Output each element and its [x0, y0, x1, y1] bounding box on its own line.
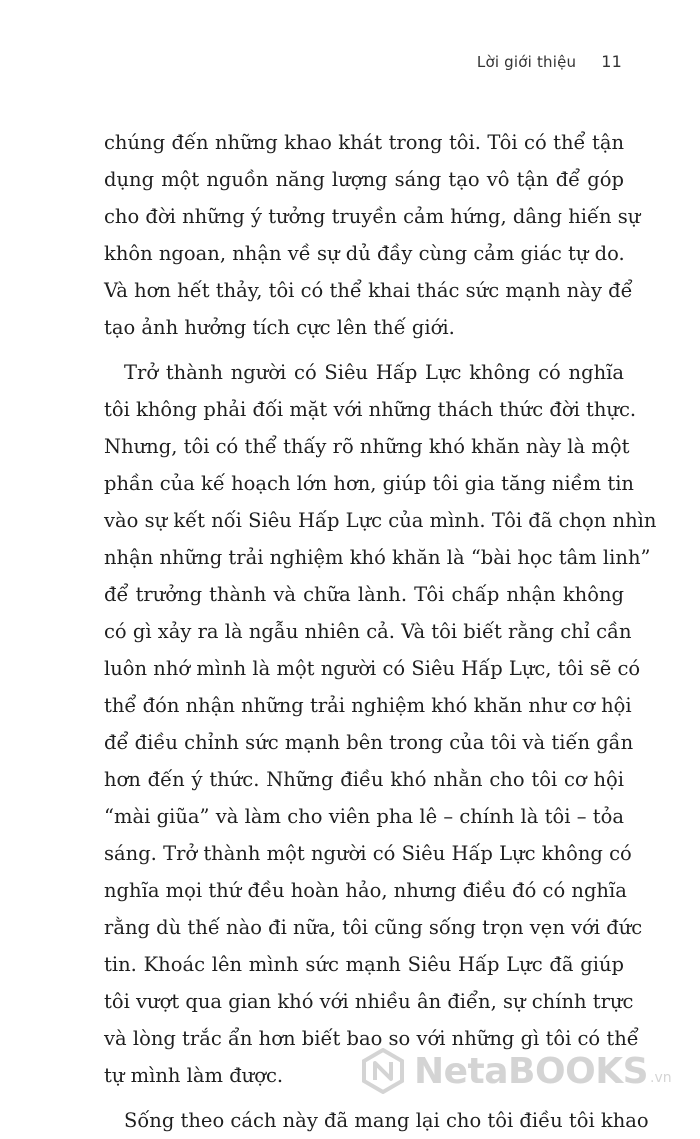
running-header — [477, 52, 622, 71]
body-text — [104, 124, 657, 1139]
paragraph — [104, 354, 657, 1094]
text-line: để trưởng thành và chữa lành. Tôi chấp nhận không — [104, 583, 624, 606]
page-number: 11 — [601, 52, 622, 71]
text-line: Sống theo cách này đã mang lại cho tôi điều tôi khao — [124, 1109, 649, 1132]
text-line: tự mình làm được. — [104, 1064, 284, 1087]
text-line: thể đón nhận những trải nghiệm khó khăn như cơ hội — [104, 694, 632, 717]
text-line: sáng. Trở thành một người có Siêu Hấp Lực không có — [104, 842, 632, 865]
text-line: có gì xảy ra là ngẫu nhiên cả. Và tôi biết rằng chỉ cần — [104, 620, 632, 643]
text-line: và lòng trắc ẩn hơn biết bao so với những gì tôi có thể — [104, 1027, 639, 1050]
text-line: tôi không phải đối mặt với những thách thức đời thực. — [104, 398, 637, 421]
text-line: vào sự kết nối Siêu Hấp Lực của mình. Tôi đã chọn nhìn — [104, 509, 657, 532]
netabooks-logo-icon — [360, 1048, 406, 1094]
text-line: khôn ngoan, nhận về sự dủ đầy cùng cảm giác tự do. — [104, 242, 625, 265]
text-line: phần của kế hoạch lớn hơn, giúp tôi gia tăng niềm tin — [104, 472, 634, 495]
paragraph — [104, 124, 641, 346]
text-line: chúng đến những khao khát trong tôi. Tôi có thể tận — [104, 131, 624, 154]
text-line: Trở thành người có Siêu Hấp Lực không có nghĩa — [124, 361, 624, 384]
text-line: Và hơn hết thảy, tôi có thể khai thác sức mạnh này để — [104, 279, 633, 302]
text-line: luôn nhớ mình là một người có Siêu Hấp Lực, tôi sẽ có — [104, 657, 641, 680]
watermark-brand: NetaBOOKS — [414, 1050, 649, 1092]
text-line: “mài giũa” và làm cho viên pha lê – chính là tôi – tỏa — [104, 805, 624, 828]
text-line: tôi vượt qua gian khó với nhiều ân điển, sự chính trực — [104, 990, 634, 1013]
watermark — [360, 1048, 672, 1094]
text-line: rằng dù thế nào đi nữa, tôi cũng sống trọn vẹn với đức — [104, 916, 643, 939]
text-line: nhận những trải nghiệm khó khăn là “bài học tâm linh” — [104, 546, 651, 569]
watermark-suffix: .vn — [650, 1070, 672, 1086]
text-line: cho đời những ý tưởng truyền cảm hứng, dâng hiến sự — [104, 205, 641, 228]
paragraph — [104, 1102, 649, 1139]
text-line: nghĩa mọi thứ đều hoàn hảo, nhưng điều đó có nghĩa — [104, 879, 627, 902]
text-line: tạo ảnh hưởng tích cực lên thế giới. — [104, 316, 455, 339]
text-line: để điều chỉnh sức mạnh bên trong của tôi và tiến gần — [104, 731, 634, 754]
chapter-title: Lời giới thiệu — [476, 53, 577, 71]
text-line: hơn đến ý thức. Những điều khó nhằn cho tôi cơ hội — [104, 768, 624, 791]
text-line: tin. Khoác lên mình sức mạnh Siêu Hấp Lực đã giúp — [104, 953, 624, 976]
text-line: dụng một nguồn năng lượng sáng tạo vô tận để góp — [104, 168, 624, 191]
text-line: Nhưng, tôi có thể thấy rõ những khó khăn này là một — [104, 435, 630, 458]
